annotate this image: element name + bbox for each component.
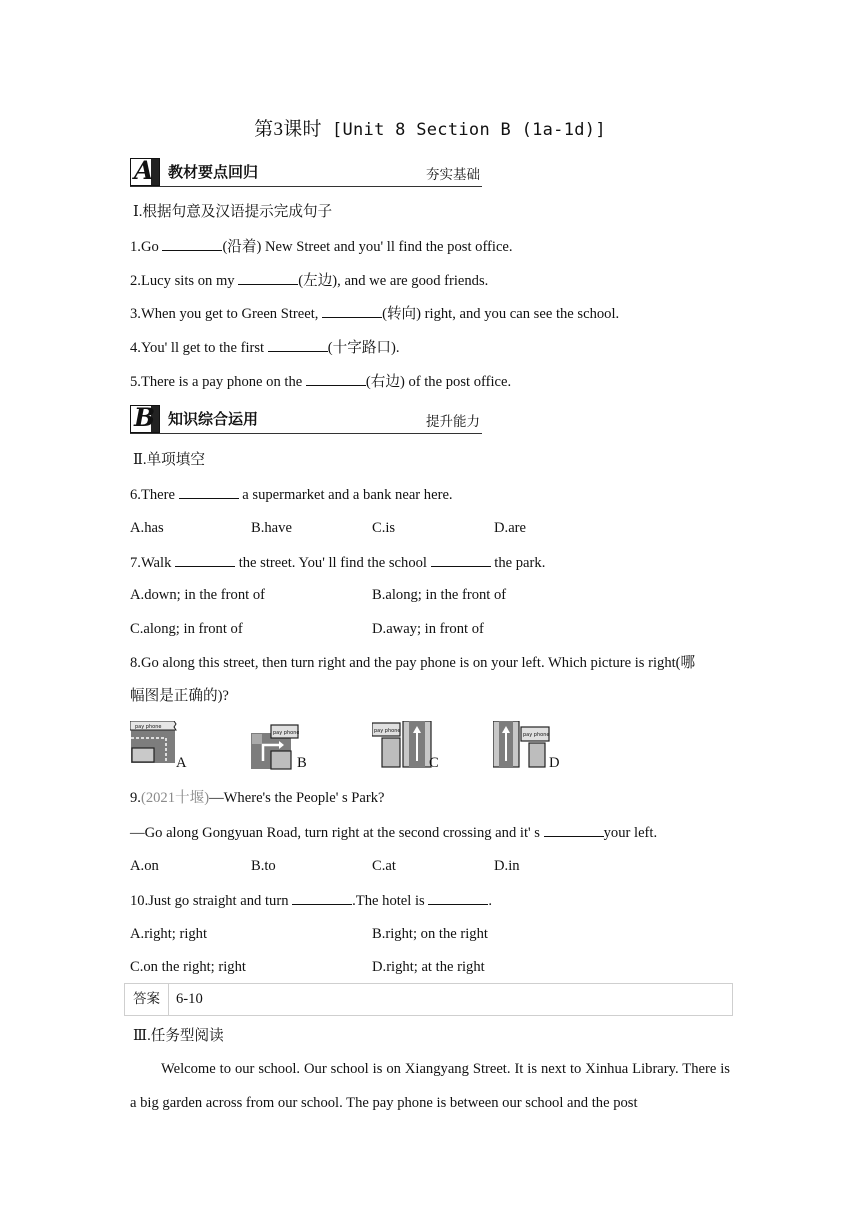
option-d[interactable]: D.away; in front of — [372, 621, 484, 637]
answer-blank[interactable] — [431, 552, 491, 567]
answer-blank[interactable] — [544, 822, 604, 837]
answer-label: 答案 — [125, 984, 169, 1015]
part3-heading: Ⅲ.任务型阅读 — [133, 1028, 224, 1044]
option-c[interactable]: C.on the right; right — [130, 959, 246, 975]
section-a-header — [130, 156, 482, 187]
answer-value[interactable]: 6-10 — [176, 991, 203, 1007]
answer-box — [124, 983, 733, 1016]
option-c[interactable]: C.is — [372, 520, 396, 536]
section-a-title: 教材要点回归 — [168, 163, 259, 181]
option-c[interactable]: C.at — [372, 858, 396, 874]
question-3: 3.When you get to Green Street, (转向) right, and you can see the school. — [130, 303, 619, 324]
option-b[interactable]: B.have — [251, 520, 292, 536]
section-a-tag: 夯实基础 — [426, 167, 480, 183]
question-1: 1.Go (沿着) New Street and you' ll find the post office. — [130, 236, 513, 257]
option-d[interactable]: D.in — [494, 858, 520, 874]
answer-blank[interactable] — [322, 303, 382, 318]
question-4: 4.You' ll get to the first (十字路口). — [130, 337, 400, 358]
question-8-line1: 8.Go along this street, then turn right and the pay phone is on your left. Which picture is right(哪 — [130, 655, 696, 671]
answer-blank[interactable] — [428, 890, 488, 905]
picture-c[interactable] — [372, 721, 432, 771]
picture-a-label: A — [176, 755, 187, 771]
question-5: 5.There is a pay phone on the (右边) of the post office. — [130, 371, 511, 392]
svg-text:pay phone: pay phone — [374, 728, 401, 734]
option-a[interactable]: A.right; right — [130, 926, 208, 942]
answer-blank[interactable] — [179, 484, 239, 499]
question-6: 6.There a supermarket and a bank near here. — [130, 484, 453, 505]
picture-c-label: C — [429, 755, 439, 771]
picture-b-label: B — [297, 755, 307, 771]
answer-blank[interactable] — [268, 337, 328, 352]
question-9: 9.(2021十堰)—Where's the People' s Park? — [130, 790, 385, 806]
picture-a[interactable] — [130, 721, 178, 771]
section-b-tag: 提升能力 — [426, 414, 480, 430]
section-b-badge: B — [130, 405, 160, 433]
picture-d[interactable] — [493, 721, 551, 771]
picture-b[interactable] — [251, 721, 299, 771]
page-title: 第3课时 [Unit 8 Section B (1a-1d)] — [254, 119, 606, 140]
question-7: 7.Walk the street. You' ll find the school the park. — [130, 552, 545, 573]
part1-heading: Ⅰ.根据句意及汉语提示完成句子 — [133, 204, 333, 220]
section-a-badge: A — [130, 158, 160, 186]
option-a[interactable]: A.on — [130, 858, 159, 874]
question-source: (2021十堰) — [140, 790, 210, 806]
answer-blank[interactable] — [292, 890, 352, 905]
section-b-header — [130, 403, 482, 434]
option-b[interactable]: B.along; in the front of — [372, 587, 507, 603]
answer-blank[interactable] — [162, 236, 222, 251]
option-a[interactable]: A.has — [130, 520, 164, 536]
question-2: 2.Lucy sits on my (左边), and we are good friends. — [130, 270, 488, 291]
question-8-line2: 幅图是正确的)? — [130, 688, 229, 704]
option-b[interactable]: B.right; on the right — [372, 926, 488, 942]
option-d[interactable]: D.are — [494, 520, 527, 536]
part2-heading: Ⅱ.单项填空 — [133, 452, 205, 468]
svg-text:pay phone: pay phone — [273, 730, 299, 736]
option-a[interactable]: A.down; in the front of — [130, 587, 265, 603]
question-10: 10.Just go straight and turn .The hotel is . — [130, 890, 492, 911]
picture-d-label: D — [549, 755, 560, 771]
svg-text:pay phone: pay phone — [523, 732, 550, 738]
section-b-title: 知识综合运用 — [168, 410, 259, 428]
option-c[interactable]: C.along; in front of — [130, 621, 243, 637]
answer-blank[interactable] — [175, 552, 235, 567]
option-d[interactable]: D.right; at the right — [372, 959, 485, 975]
option-b[interactable]: B.to — [251, 858, 276, 874]
answer-blank[interactable] — [238, 270, 298, 285]
question-9-line2: —Go along Gongyuan Road, turn right at the second crossing and it' s your left. — [130, 822, 657, 843]
svg-text:pay phone: pay phone — [135, 724, 162, 730]
answer-blank[interactable] — [306, 371, 366, 386]
reading-passage: Welcome to our school. Our school is on Xiangyang Street. It is next to Xinhua Library. There is a big garden across from our school. The pay phone is between our school and the post — [130, 1061, 730, 1111]
